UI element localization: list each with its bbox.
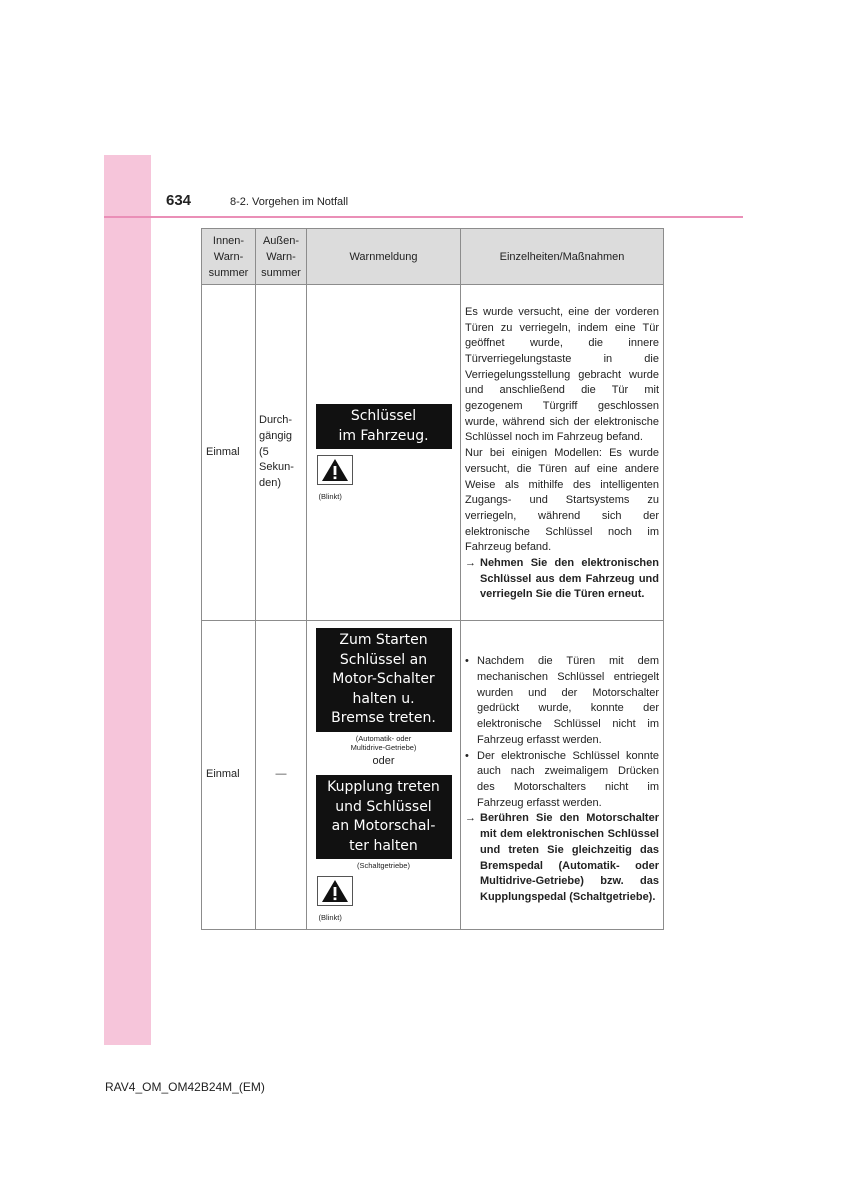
warning-indicator bbox=[316, 455, 452, 501]
chapter-tab-sidebar bbox=[104, 155, 151, 1045]
header-inner-buzzer: Innen- Warn- summer bbox=[202, 229, 256, 285]
section-title: 8-2. Vorgehen im Notfall bbox=[230, 196, 349, 208]
arrow-right-icon: → bbox=[465, 812, 476, 825]
details-paragraph: Nur bei einigen Modellen: Es wurde versucht, die Türen auf eine andere Weise als mithilfe des intelligenten Zugangs- und Startsystems zu verriegeln, während sich der elektronische Schlüssel noch im Fahrzeug befand. bbox=[465, 447, 659, 554]
details-cell bbox=[461, 621, 664, 930]
details-paragraph: Es wurde versucht, eine der vorderen Türen zu verriegeln, indem eine Tür geöffnet wurde, die innere Türverriegelungstaste in die Verriegelungsstellung gebracht wurde und anschließend die Tür mit gezogenem Türgriff geschlossen wurde, während sich der elektronische Schlüssel noch im Fahrzeug befand. bbox=[465, 305, 659, 444]
table-header-row bbox=[202, 229, 664, 285]
warning-indicator bbox=[316, 876, 452, 922]
display-message-start-manual: Kupplung treten und Schlüssel an Motorschal- ter halten bbox=[316, 775, 452, 859]
warning-message-cell bbox=[307, 285, 461, 621]
header-outer-buzzer: Außen- Warn- summer bbox=[256, 229, 307, 285]
header-details: Einzelheiten/Maßnahmen bbox=[461, 229, 664, 285]
display-caption-manual: (Schaltgetriebe) bbox=[357, 861, 410, 871]
table-row bbox=[202, 621, 664, 930]
details-bullet-list bbox=[465, 654, 659, 811]
inner-buzzer-cell: Einmal bbox=[202, 621, 256, 930]
inner-buzzer-cell: Einmal bbox=[202, 285, 256, 621]
warning-triangle-icon bbox=[317, 455, 353, 485]
outer-buzzer-cell: Durch- gängig (5 Sekun- den) bbox=[256, 285, 307, 621]
warning-table bbox=[201, 228, 664, 930]
outer-buzzer-cell: — bbox=[256, 621, 307, 930]
display-message-start-automatic: Zum Starten Schlüssel an Motor-Schalter halten u. Bremse treten. bbox=[316, 628, 452, 732]
header-warning-message: Warnmeldung bbox=[307, 229, 461, 285]
details-cell bbox=[461, 285, 664, 621]
document-code-footer: RAV4_OM_OM42B24M_(EM) bbox=[105, 1080, 265, 1094]
blink-label: (Blinkt) bbox=[318, 912, 342, 922]
list-item: • Der elektronische Schlüssel konnte auch nach zweimaligem Drücken des Motorschalters nicht im Fahrzeug erfasst werden. bbox=[465, 749, 659, 812]
header-divider bbox=[104, 216, 743, 218]
warning-message-cell bbox=[307, 621, 461, 930]
list-item: • Nachdem die Türen mit dem mechanischen Schlüssel entriegelt wurden und der Motorschalter gedrückt wurde, konnte der elektronische Schlüssel nicht im Fahrzeug erfasst werden. bbox=[465, 654, 659, 748]
or-label: oder bbox=[372, 754, 395, 767]
display-message-key-in-vehicle: Schlüssel im Fahrzeug. bbox=[316, 404, 452, 449]
warning-triangle-icon bbox=[317, 876, 353, 906]
blink-label: (Blinkt) bbox=[318, 491, 342, 501]
page-number: 634 bbox=[166, 192, 192, 209]
action-instruction: → Nehmen Sie den elektronischen Schlüssel aus dem Fahrzeug und verriegeln Sie die Türen erneut. bbox=[465, 557, 659, 601]
table-row bbox=[202, 285, 664, 621]
arrow-right-icon: → bbox=[465, 557, 476, 570]
display-caption-automatic: (Automatik- oder Multidrive-Getriebe) bbox=[350, 733, 417, 752]
action-instruction: → Berühren Sie den Motorschalter mit dem elektronischen Schlüssel und treten Sie gleichzeitig das Bremspedal (Automatik- oder Multidrive-Getriebe) bzw. das Kupplungspedal (Schaltgetriebe). bbox=[465, 812, 659, 903]
